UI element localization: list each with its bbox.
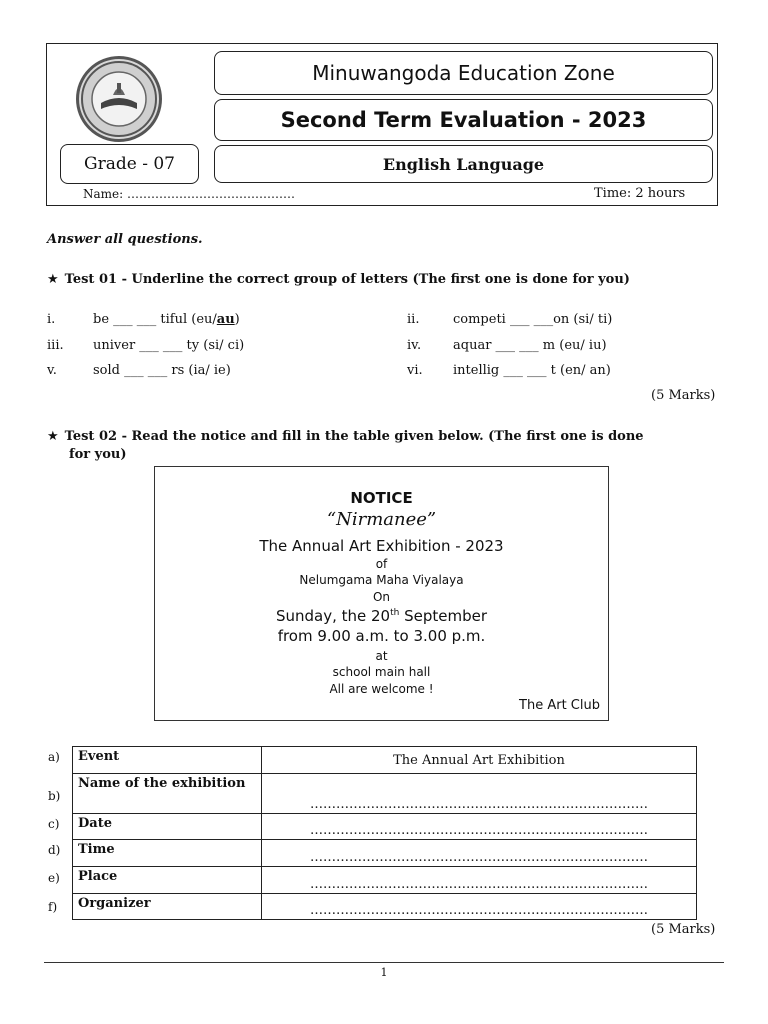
row-letter: c) [48, 817, 60, 831]
test1-heading-text: Test 01 - Underline the correct group of letters (The first one is done for you) [64, 272, 630, 287]
item-number: i. [47, 312, 56, 327]
table-row [73, 774, 697, 814]
answer-field[interactable]: …………………………………………………………………… [262, 840, 697, 867]
star-icon: ★ [47, 429, 59, 444]
notice-on: On [372, 590, 391, 604]
row-label: Date [73, 814, 262, 840]
zone-title: Minuwangoda Education Zone [214, 51, 713, 95]
notice-time: from 9.00 a.m. to 3.00 p.m. [277, 627, 486, 645]
time-allowed: Time: 2 hours [594, 186, 686, 201]
instruction-text: Answer all questions. [47, 232, 203, 247]
question-text: competi ___ ___on (si/ ti) [453, 312, 613, 327]
notice-welcome: All are welcome ! [329, 682, 434, 696]
date-suffix: th [390, 608, 400, 618]
underlined-answer: au [216, 312, 235, 327]
row-letter: a) [48, 750, 60, 764]
item-number: iii. [47, 338, 64, 353]
row-letter: b) [48, 789, 61, 803]
row-letter: d) [48, 843, 61, 857]
notice-organizer: The Art Club [519, 698, 600, 713]
item-number: v. [47, 363, 57, 378]
test1-heading [47, 271, 727, 289]
item-text-end: ) [234, 312, 240, 327]
notice-at: at [375, 649, 388, 663]
test2-heading-line2: for you) [69, 447, 127, 462]
name-field[interactable]: Name: …………………………………… [83, 187, 295, 201]
exhibition-name: “Nirmanee” [326, 509, 437, 530]
item-number: vi. [407, 363, 423, 378]
question-text: sold ___ ___ rs (ia/ ie) [93, 363, 231, 378]
test1-marks: (5 Marks) [651, 388, 716, 403]
test2-heading [47, 428, 727, 464]
question-text: intellig ___ ___ t (en/ an) [453, 363, 611, 378]
row-letter: f) [48, 900, 58, 914]
date-month: September [399, 607, 488, 625]
answer-field[interactable]: …………………………………………………………………… [262, 867, 697, 894]
page-number: 1 [380, 966, 388, 979]
row-label: Name of the exhibition [73, 774, 262, 814]
item-number: ii. [407, 312, 420, 327]
test2-marks: (5 Marks) [651, 922, 716, 937]
answer-field[interactable]: …………………………………………………………………… [262, 814, 697, 840]
notice-place: school main hall [332, 665, 431, 679]
question-text: univer ___ ___ ty (si/ ci) [93, 338, 245, 353]
row-label: Time [73, 840, 262, 867]
row-letter: e) [48, 871, 60, 885]
notice-school: Nelumgama Maha Viyalaya [299, 573, 464, 587]
answer-field[interactable]: …………………………………………………………………… [262, 894, 697, 920]
education-zone-seal [76, 56, 162, 142]
evaluation-title: Second Term Evaluation - 2023 [214, 99, 713, 141]
item-number: iv. [407, 338, 422, 353]
notice-event: The Annual Art Exhibition - 2023 [259, 537, 504, 555]
test2-heading-line1: Test 02 - Read the notice and fill in the table given below. (The first one is done [64, 429, 644, 444]
notice-box [154, 466, 609, 721]
grade-label: Grade - 07 [60, 144, 199, 184]
table-row [73, 814, 697, 840]
row-value: The Annual Art Exhibition [262, 747, 697, 774]
notice-date [155, 607, 608, 625]
question-item [47, 312, 55, 327]
answer-table [72, 746, 697, 920]
row-label: Event [73, 747, 262, 774]
row-label: Organizer [73, 894, 262, 920]
table-row [73, 747, 697, 774]
date-main: Sunday, the 20 [275, 607, 391, 625]
notice-of: of [375, 557, 388, 571]
table-row [73, 894, 697, 920]
item-text: be ___ ___ tiful (eu/ [93, 312, 217, 327]
star-icon: ★ [47, 272, 59, 287]
question-text [93, 312, 240, 327]
row-label: Place [73, 867, 262, 894]
subject-title: English Language [214, 145, 713, 183]
table-row [73, 867, 697, 894]
question-text: aquar ___ ___ m (eu/ iu) [453, 338, 607, 353]
notice-title: NOTICE [350, 489, 413, 507]
table-row [73, 840, 697, 867]
answer-field[interactable]: …………………………………………………………………… [262, 774, 697, 814]
footer-divider [44, 962, 724, 963]
